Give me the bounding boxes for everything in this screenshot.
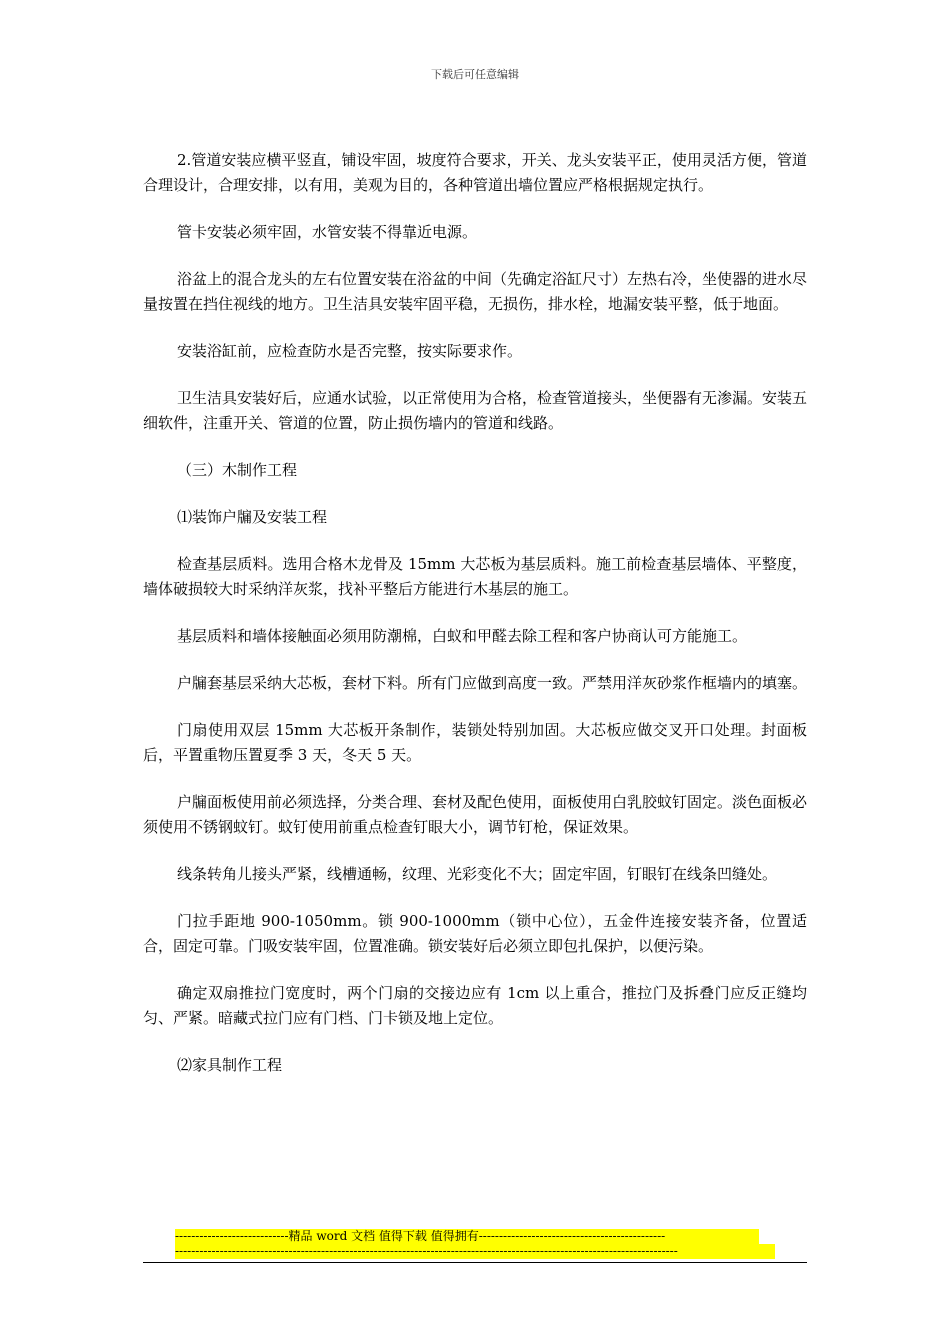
paragraph: 确定双扇推拉门宽度时，两个门扇的交接边应有 1cm 以上重合，推拉门及拆叠门应反正缝均匀、严紧。暗藏式拉门应有门档、门卡锁及地上定位。 [143,984,807,1027]
paragraph: 基层质料和墙体接触面必须用防潮棉，白蚁和甲醛去除工程和客户协商认可方能施工。 [177,627,748,645]
paragraph: 安装浴缸前，应检查防水是否完整，按实际要求作。 [177,342,523,360]
paragraph: 门拉手距地 900-1050mm。锁 900-1000mm（锁中心位），五金件连接安装齐备，位置适合，固定可靠。门吸安装牢固，位置准确。锁安装好后必须立即包扎保护，以便污染。 [143,912,807,955]
footer-divider [143,1262,807,1263]
subsection-heading: ⑵家具制作工程 [177,1056,283,1074]
paragraph: 户牖套基层采纳大芯板，套材下料。所有门应做到高度一致。严禁用洋灰砂浆作框墙内的填塞。 [177,674,808,692]
paragraph: 2.管道安装应横平竖直，铺设牢固，坡度符合要求，开关、龙头安装平正，使用灵活方便，管道合理设计，合理安排，以有用，美观为目的，各种管道出墙位置应严格根据规定执行。 [143,151,807,194]
footer-dash-line: ---------------------------------------------------------------------------------------------------------------------------- [175,1244,775,1259]
footer-banner-line: ----------------------------精品 word 文档 值得下载 值得拥有---------------------------------------------- [175,1229,759,1244]
page-footer [143,1229,807,1259]
paragraph: 管卡安装必须牢固，水管安装不得靠近电源。 [177,223,478,241]
paragraph: 线条转角儿接头严紧，线槽通畅，纹理、光彩变化不大；固定牢固，钉眼钉在线条凹缝处。 [177,865,778,883]
paragraph: 检查基层质料。选用合格木龙骨及 15mm 大芯板为基层质料。施工前检查基层墙体、平整度，墙体破损较大时采纳洋灰浆，找补平整后方能进行木基层的施工。 [143,555,807,598]
section-heading: （三）木制作工程 [177,461,298,479]
document-body [143,148,807,1078]
page-header: 下载后可任意编辑 [431,68,519,81]
paragraph: 门扇使用双层 15mm 大芯板开条制作，装锁处特别加固。大芯板应做交叉开口处理。封面板后，平置重物压置夏季 3 天，冬天 5 天。 [143,721,807,764]
paragraph: 户牖面板使用前必须选择，分类合理、套材及配色使用，面板使用白乳胶蚊钉固定。淡色面板必须使用不锈钢蚊钉。蚊钉使用前重点检查钉眼大小，调节钉枪，保证效果。 [143,793,808,836]
paragraph: 浴盆上的混合龙头的左右位置安装在浴盆的中间（先确定浴缸尺寸）左热右冷，坐使器的进水尽量按置在挡住视线的地方。卫生洁具安装牢固平稳，无损伤，排水栓，地漏安装平整，低于地面。 [143,270,808,313]
paragraph: 卫生洁具安装好后，应通水试验，以正常使用为合格，检查管道接头，坐便器有无渗漏。安装五细软件，注重开关、管道的位置，防止损伤墙内的管道和线路。 [143,389,808,432]
subsection-heading: ⑴装饰户牖及安装工程 [177,508,328,526]
